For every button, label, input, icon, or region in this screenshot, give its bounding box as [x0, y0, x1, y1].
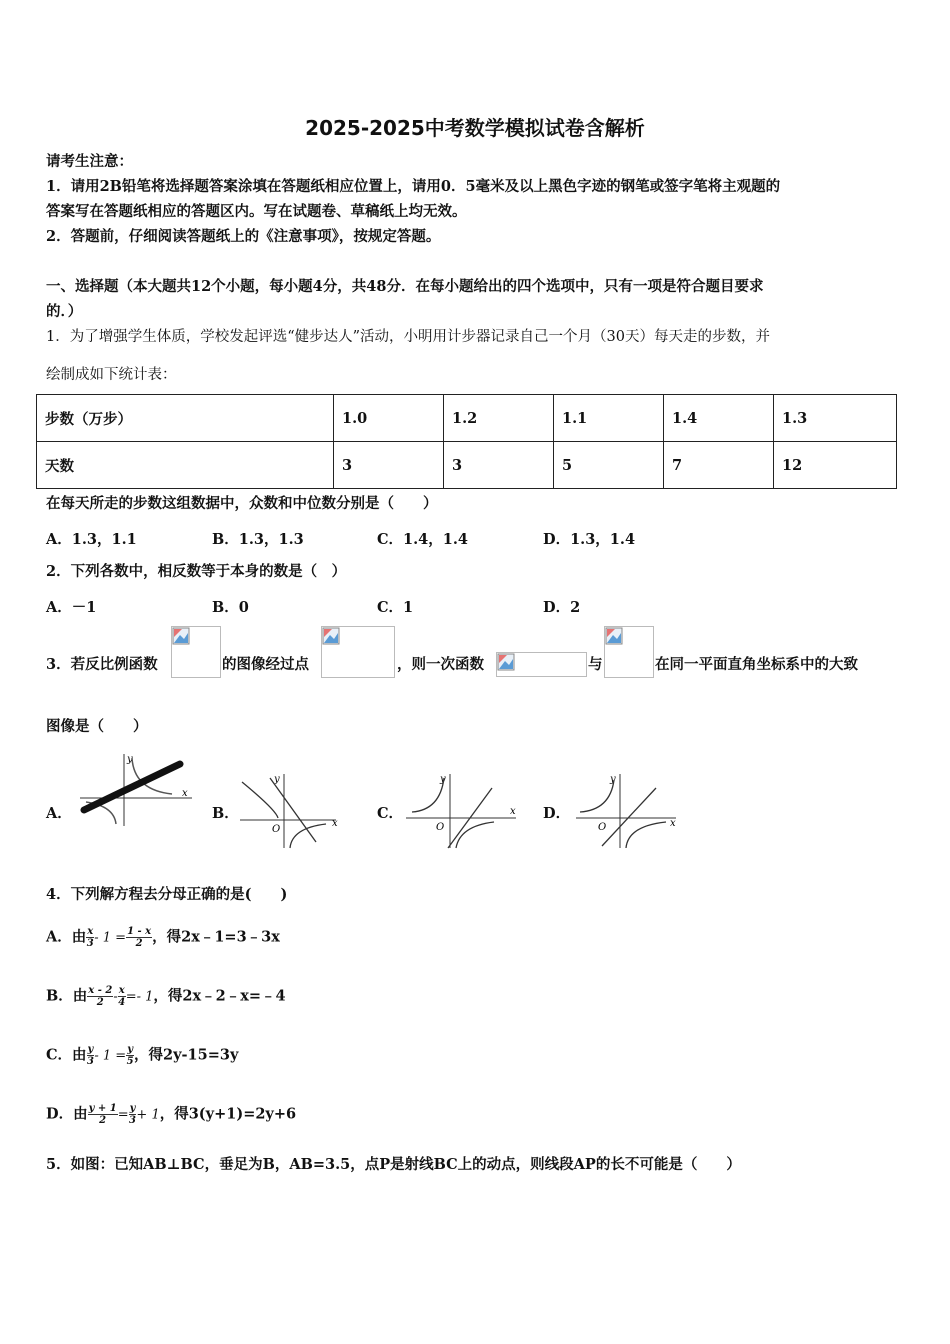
equation-text: =: [117, 1107, 129, 1123]
graph-a[interactable]: [72, 750, 202, 830]
broken-image-icon: [605, 627, 623, 645]
q3-text-5: 在同一平面直角坐标系中的大致: [655, 656, 858, 673]
table-row: [37, 395, 897, 442]
formula-image-placeholder: [604, 626, 654, 678]
q5-stem: 5．如图：已知AB⊥BC，垂足为B，AB=3.5，点P是射线BC上的动点，则线段AP的长不可能是（ ）: [46, 1156, 741, 1173]
denominator: 3: [86, 1056, 94, 1067]
hyperbola-branch: [456, 822, 494, 848]
table-cell: 1.4: [664, 395, 774, 442]
denominator: 3: [86, 938, 94, 949]
q2-option-b[interactable]: B．0: [212, 599, 249, 616]
q2-option-c[interactable]: C．1: [377, 599, 414, 616]
q3-option-b[interactable]: B．: [212, 805, 239, 822]
x-axis-label: x: [510, 806, 516, 817]
graph-d[interactable]: [572, 770, 682, 850]
notice-line-1b: 答案写在答题纸相应的答题区内。写在试题卷、草稿纸上均无效。: [46, 203, 467, 220]
q1-option-d[interactable]: D．1.3，1.4: [543, 531, 636, 548]
origin-label: O: [598, 822, 607, 833]
table-cell: 3: [334, 442, 444, 489]
denominator: 2: [96, 997, 104, 1008]
q1-option-c[interactable]: C．1.4，1.4: [377, 531, 468, 548]
denominator: 2: [135, 938, 143, 949]
q2-stem: 2．下列各数中，相反数等于本身的数是（ ）: [46, 563, 347, 580]
table-cell: 1.2: [444, 395, 554, 442]
table-cell: 7: [664, 442, 774, 489]
origin-label: O: [272, 824, 281, 835]
denominator: 3: [129, 1115, 136, 1126]
q3-option-c[interactable]: C．: [377, 805, 404, 822]
q3-text-2: 的图像经过点: [222, 656, 309, 673]
table-cell: 1.1: [554, 395, 664, 442]
table-cell: 3: [444, 442, 554, 489]
q1-option-a[interactable]: A．1.3，1.1: [46, 531, 137, 548]
page-title: 2025-2025中考数学模拟试卷含解析: [305, 116, 645, 140]
y-axis-label: y: [440, 774, 446, 785]
option-result: ，得2x﹣1=3﹣3x: [152, 928, 280, 946]
q4-option-a[interactable]: [46, 926, 280, 949]
q3-text-line-2: 图像是（ ）: [46, 718, 148, 735]
table-cell: 步数（万步）: [37, 395, 334, 442]
y-axis-label: y: [610, 774, 616, 785]
linear-function-line: [84, 764, 180, 810]
equation-text: -: [113, 989, 118, 1005]
option-result: ，得2y-15=3y: [134, 1046, 239, 1064]
option-label: A．由: [46, 928, 87, 946]
fraction: [87, 985, 113, 1008]
q1-stem-1: 1．为了增强学生体质，学校发起评选“健步达人”活动，小明用计步器记录自己一个月（30天）每天走的步数，并: [46, 329, 770, 345]
numerator: 1 - x: [127, 926, 152, 937]
formula-image-placeholder: [171, 626, 221, 678]
option-label: C．由: [46, 1046, 87, 1064]
q1-stem-2: 绘制成如下统计表：: [46, 367, 177, 383]
denominator: 2: [99, 1115, 107, 1126]
option-result: ，得3(y+1)=2y+6: [159, 1105, 297, 1123]
origin-label: O: [436, 822, 445, 833]
q1-question: 在每天所走的步数这组数据中，众数和中位数分别是（ ）: [46, 495, 438, 512]
q4-option-c[interactable]: [46, 1044, 238, 1067]
numerator: x: [87, 926, 94, 937]
y-axis-label: y: [127, 754, 133, 765]
broken-image-icon: [497, 653, 515, 671]
formula-image-placeholder: [321, 626, 395, 678]
x-axis-label: x: [332, 818, 338, 829]
x-axis-label: x: [670, 818, 676, 829]
table-cell: 天数: [37, 442, 334, 489]
table-cell: 5: [554, 442, 664, 489]
numerator: x - 2: [88, 985, 113, 996]
hyperbola-branch: [626, 822, 666, 848]
equation-text: =- 1: [125, 989, 154, 1005]
equation-text: - 1 =: [94, 1048, 127, 1064]
broken-image-icon: [172, 627, 190, 645]
q3-option-d[interactable]: D．: [543, 805, 571, 822]
table-cell: 1.0: [334, 395, 444, 442]
q2-option-a[interactable]: A．－1: [46, 599, 97, 616]
q3-text-1: 3．若反比例函数: [46, 656, 158, 673]
numerator: y: [129, 1103, 136, 1114]
q1-option-b[interactable]: B．1.3，1.3: [212, 531, 304, 548]
graph-c[interactable]: [402, 770, 522, 850]
fraction: [126, 926, 152, 949]
section-heading-1: 一、选择题（本大题共12个小题，每小题4分，共48分．在每小题给出的四个选项中，只有一项是符合题目要求: [46, 278, 764, 295]
notice-line-1a: 1．请用2B铅笔将选择题答案涂填在答题纸相应位置上，请用0．5毫米及以上黑色字迹的钢笔或签字笔将主观题的: [46, 178, 781, 195]
hyperbola-branch: [242, 782, 278, 818]
option-result: ，得2x﹣2﹣x=﹣4: [153, 987, 286, 1005]
option-label: D．由: [46, 1105, 88, 1123]
equation-text: - 1 =: [94, 930, 127, 946]
denominator: 5: [126, 1056, 134, 1067]
table-cell: 1.3: [774, 395, 897, 442]
notice-line-2: 2．答题前，仔细阅读答题纸上的《注意事项》，按规定答题。: [46, 228, 441, 245]
q4-option-d[interactable]: [46, 1103, 296, 1126]
table-row: [37, 442, 897, 489]
notice-heading: 请考生注意：: [46, 153, 133, 170]
hyperbola-branch: [290, 824, 326, 848]
q3-text-3: ，则一次函数: [397, 656, 484, 673]
broken-image-icon: [322, 627, 340, 645]
formula-image-placeholder: [496, 652, 587, 677]
q3-option-a[interactable]: A．: [46, 805, 72, 822]
fraction: [88, 1103, 118, 1126]
denominator: 4: [118, 997, 126, 1008]
section-heading-2: 的．）: [46, 303, 83, 320]
numerator: x: [118, 985, 125, 996]
graph-b[interactable]: [236, 770, 346, 850]
equation-text: + 1: [136, 1107, 160, 1123]
steps-table: [36, 394, 897, 489]
q2-option-d[interactable]: D．2: [543, 599, 581, 616]
hyperbola-branch: [580, 780, 614, 812]
y-axis-label: y: [274, 774, 280, 785]
q4-option-b[interactable]: [46, 985, 286, 1008]
q4-stem: 4．下列解方程去分母正确的是( ): [46, 886, 288, 903]
numerator: y: [87, 1044, 94, 1055]
fraction: [126, 1044, 134, 1067]
fraction: [118, 985, 126, 1008]
numerator: y + 1: [88, 1103, 117, 1114]
table-cell: 12: [774, 442, 897, 489]
q3-text-4: 与: [588, 656, 603, 673]
x-axis-label: x: [182, 788, 188, 799]
numerator: y: [127, 1044, 133, 1055]
option-label: B．由: [46, 987, 88, 1005]
